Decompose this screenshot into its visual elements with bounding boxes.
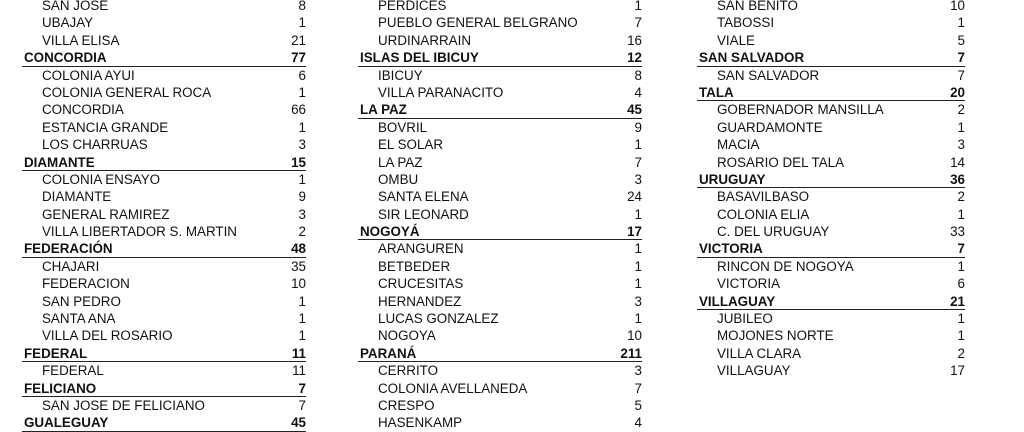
locality-name: SANTA ELENA — [378, 189, 469, 205]
locality-count: 11 — [292, 363, 306, 379]
department-row — [358, 345, 642, 362]
department-name: NOGOYÁ — [360, 224, 420, 240]
department-row — [22, 49, 306, 66]
locality-row — [358, 327, 642, 344]
locality-name: CHAJARI — [42, 258, 100, 274]
locality-row — [358, 14, 642, 31]
locality-row — [697, 32, 965, 49]
locality-name: VILLA LIBERTADOR S. MARTIN — [42, 224, 237, 240]
department-name: PARANÁ — [360, 345, 417, 361]
locality-name: CRUCESITAS — [378, 276, 464, 292]
locality-name: LA PAZ — [378, 154, 423, 170]
locality-name: OMBU — [378, 171, 419, 187]
locality-name: TABOSSI — [717, 15, 775, 31]
locality-name: COLONIA GENERAL ROCA — [42, 84, 212, 100]
locality-count: 1 — [957, 328, 965, 344]
locality-count: 16 — [627, 32, 642, 48]
department-count: 12 — [627, 50, 642, 66]
locality-row — [358, 154, 642, 171]
locality-name: PERDICES — [378, 0, 447, 13]
locality-count: 1 — [634, 137, 642, 153]
locality-name: IBICUY — [378, 67, 423, 83]
locality-row — [697, 136, 965, 153]
department-count: 15 — [291, 154, 306, 170]
locality-row — [358, 397, 642, 414]
locality-name: BETBEDER — [378, 258, 451, 274]
locality-name: VILLAGUAY — [717, 363, 791, 379]
locality-count: 2 — [298, 224, 306, 240]
locality-name: COLONIA AYUI — [42, 67, 135, 83]
locality-count: 1 — [634, 311, 642, 327]
locality-row — [22, 310, 306, 327]
department-count: 36 — [950, 171, 965, 187]
locality-name: HASENKAMP — [378, 415, 463, 431]
department-name: FELICIANO — [24, 380, 97, 396]
locality-row — [22, 223, 306, 240]
locality-name: SAN PEDRO — [42, 293, 121, 309]
locality-row — [358, 414, 642, 431]
locality-count: 7 — [957, 67, 965, 83]
locality-name: GENERAL RAMIREZ — [42, 206, 170, 222]
locality-row — [358, 362, 642, 379]
locality-row — [697, 345, 965, 362]
department-name: LA PAZ — [360, 102, 407, 118]
locality-count: 17 — [950, 363, 965, 379]
locality-count: 6 — [298, 67, 306, 83]
locality-name: MOJONES NORTE — [717, 328, 834, 344]
locality-row — [697, 0, 965, 14]
locality-name: C. DEL URUGUAY — [717, 224, 830, 240]
locality-count: 1 — [957, 206, 965, 222]
department-count: 20 — [950, 84, 965, 100]
locality-count: 5 — [957, 32, 965, 48]
locality-row — [358, 84, 642, 101]
locality-count: 2 — [957, 345, 965, 361]
locality-count: 3 — [634, 293, 642, 309]
locality-name: CONCORDIA — [42, 102, 124, 118]
department-row — [358, 101, 642, 118]
locality-name: VILLA DEL ROSARIO — [42, 328, 173, 344]
department-row — [22, 380, 306, 397]
locality-name: UBAJAY — [42, 15, 94, 31]
locality-row — [697, 119, 965, 136]
locality-count: 5 — [634, 397, 642, 413]
locality-row — [22, 32, 306, 49]
locality-name: COLONIA ENSAYO — [42, 171, 161, 187]
locality-row — [358, 380, 642, 397]
department-name: FEDERACIÓN — [24, 241, 113, 257]
locality-name: SAN SALVADOR — [717, 67, 820, 83]
locality-row — [22, 188, 306, 205]
locality-count: 35 — [291, 258, 306, 274]
department-row — [697, 49, 965, 66]
locality-name: VICTORIA — [717, 276, 780, 292]
locality-name: ESTANCIA GRANDE — [42, 119, 169, 135]
locality-row — [22, 101, 306, 118]
locality-count: 1 — [298, 293, 306, 309]
locality-row — [358, 136, 642, 153]
locality-count: 10 — [950, 0, 965, 13]
locality-name: FEDERAL — [42, 363, 104, 379]
locality-count: 6 — [957, 276, 965, 292]
locality-count: 2 — [957, 189, 965, 205]
department-name: GUALEGUAY — [24, 415, 109, 431]
locality-row — [22, 293, 306, 310]
locality-count: 1 — [957, 258, 965, 274]
department-row — [697, 293, 965, 310]
locality-count: 1 — [957, 119, 965, 135]
locality-row — [22, 258, 306, 275]
department-name: ISLAS DEL IBICUY — [360, 50, 479, 66]
locality-row — [697, 206, 965, 223]
locality-count: 1 — [634, 258, 642, 274]
locality-count: 4 — [634, 84, 642, 100]
locality-count: 7 — [634, 15, 642, 31]
department-count: 17 — [627, 224, 642, 240]
locality-count: 7 — [298, 397, 306, 413]
locality-row — [697, 223, 965, 240]
locality-row — [358, 258, 642, 275]
department-count: 45 — [627, 102, 642, 118]
department-row — [22, 154, 306, 171]
locality-row — [22, 327, 306, 344]
locality-row — [22, 119, 306, 136]
locality-row — [22, 275, 306, 292]
department-row — [697, 240, 965, 257]
locality-count: 8 — [634, 67, 642, 83]
locality-row — [697, 327, 965, 344]
locality-row — [358, 67, 642, 84]
locality-name: VIALE — [717, 32, 755, 48]
locality-count: 66 — [291, 102, 306, 118]
locality-count: 1 — [298, 15, 306, 31]
locality-row — [22, 362, 306, 379]
department-count: 11 — [291, 345, 306, 361]
locality-name: VILLA ELISA — [42, 32, 120, 48]
locality-name: FEDERACION — [42, 276, 130, 292]
table-column-3 — [697, 0, 965, 380]
locality-row — [697, 101, 965, 118]
locality-row — [22, 14, 306, 31]
locality-row — [22, 397, 306, 414]
department-count: 45 — [291, 415, 306, 431]
locality-name: CERRITO — [378, 363, 439, 379]
locality-count: 7 — [634, 154, 642, 170]
locality-count: 3 — [298, 206, 306, 222]
locality-row — [22, 206, 306, 223]
locality-name: VILLA PARANACITO — [378, 84, 504, 100]
locality-name: SIR LEONARD — [378, 206, 469, 222]
locality-row — [358, 171, 642, 188]
department-count: 7 — [298, 380, 306, 396]
locality-name: SAN JOSE DE FELICIANO — [42, 397, 205, 413]
locality-name: JUBILEO — [717, 311, 773, 327]
locality-name: COLONIA AVELLANEDA — [378, 380, 528, 396]
locality-name: CRESPO — [378, 397, 435, 413]
locality-row — [697, 258, 965, 275]
locality-row — [697, 188, 965, 205]
locality-row — [22, 171, 306, 188]
department-name: DIAMANTE — [24, 154, 95, 170]
locality-row — [358, 275, 642, 292]
locality-count: 3 — [298, 137, 306, 153]
locality-count: 3 — [957, 137, 965, 153]
department-row — [358, 223, 642, 240]
locality-count: 9 — [298, 189, 306, 205]
locality-row — [22, 136, 306, 153]
locality-row — [358, 119, 642, 136]
locality-count: 1 — [298, 84, 306, 100]
locality-name: MACIA — [717, 137, 760, 153]
locality-row — [358, 188, 642, 205]
locality-name: HERNANDEZ — [378, 293, 462, 309]
department-row — [22, 345, 306, 362]
locality-name: BASAVILBASO — [717, 189, 810, 205]
locality-name: ROSARIO DEL TALA — [717, 154, 845, 170]
locality-row — [358, 0, 642, 14]
locality-name: COLONIA ELIA — [717, 206, 810, 222]
locality-count: 1 — [298, 328, 306, 344]
locality-name: ARANGUREN — [378, 241, 464, 257]
locality-row — [358, 32, 642, 49]
locality-row — [358, 240, 642, 257]
department-row — [697, 171, 965, 188]
locality-row — [358, 310, 642, 327]
locality-name: SAN BENITO — [717, 0, 798, 13]
locality-count: 14 — [950, 154, 965, 170]
locality-count: 3 — [634, 171, 642, 187]
locality-name: URDINARRAIN — [378, 32, 471, 48]
locality-row — [697, 154, 965, 171]
locality-count: 21 — [291, 32, 306, 48]
locality-count: 2 — [957, 102, 965, 118]
department-row — [22, 414, 306, 431]
department-count: 211 — [620, 345, 642, 361]
locality-name: GUARDAMONTE — [717, 119, 823, 135]
locality-name: VILLA CLARA — [717, 345, 802, 361]
locality-count: 1 — [298, 119, 306, 135]
department-row — [358, 49, 642, 66]
locality-name: SANTA ANA — [42, 311, 116, 327]
locality-row — [358, 206, 642, 223]
locality-count: 1 — [634, 276, 642, 292]
locality-row — [697, 310, 965, 327]
locality-row — [697, 275, 965, 292]
locality-count: 1 — [298, 171, 306, 187]
locality-name: DIAMANTE — [42, 189, 112, 205]
locality-count: 1 — [957, 15, 965, 31]
locality-count: 1 — [957, 311, 965, 327]
table-column-1 — [22, 0, 306, 432]
locality-name: LOS CHARRUAS — [42, 137, 148, 153]
locality-name: GOBERNADOR MANSILLA — [717, 102, 884, 118]
locality-count: 4 — [634, 415, 642, 431]
locality-count: 8 — [298, 0, 306, 13]
department-count: 21 — [950, 293, 965, 309]
locality-name: LUCAS GONZALEZ — [378, 311, 499, 327]
locality-row — [697, 362, 965, 379]
locality-count: 33 — [950, 224, 965, 240]
locality-name: PUEBLO GENERAL BELGRANO — [378, 15, 578, 31]
locality-row — [22, 67, 306, 84]
locality-count: 1 — [634, 0, 642, 13]
locality-row — [697, 67, 965, 84]
locality-name: NOGOYA — [378, 328, 436, 344]
locality-name: RINCON DE NOGOYA — [717, 258, 854, 274]
locality-name: BOVRIL — [378, 119, 428, 135]
department-count: 77 — [291, 50, 306, 66]
department-row — [22, 240, 306, 257]
locality-count: 3 — [634, 363, 642, 379]
locality-row — [697, 14, 965, 31]
department-count: 48 — [291, 241, 306, 257]
locality-name: SAN JOSE — [42, 0, 109, 13]
locality-count: 1 — [634, 206, 642, 222]
department-name: VICTORIA — [699, 241, 763, 257]
locality-count: 9 — [634, 119, 642, 135]
department-count: 7 — [957, 50, 965, 66]
locality-count: 24 — [627, 189, 642, 205]
department-name: URUGUAY — [699, 171, 766, 187]
locality-count: 1 — [634, 241, 642, 257]
department-name: TALA — [699, 84, 734, 100]
table-column-2 — [358, 0, 642, 432]
department-name: FEDERAL — [24, 345, 88, 361]
locality-row — [22, 0, 306, 14]
locality-count: 10 — [291, 276, 306, 292]
locality-count: 7 — [634, 380, 642, 396]
locality-count: 10 — [627, 328, 642, 344]
locality-name: EL SOLAR — [378, 137, 443, 153]
locality-count: 1 — [298, 311, 306, 327]
locality-row — [22, 84, 306, 101]
department-count: 7 — [957, 241, 965, 257]
department-name: SAN SALVADOR — [699, 50, 805, 66]
locality-row — [358, 293, 642, 310]
department-name: CONCORDIA — [24, 50, 107, 66]
department-name: VILLAGUAY — [699, 293, 776, 309]
department-row — [697, 84, 965, 101]
